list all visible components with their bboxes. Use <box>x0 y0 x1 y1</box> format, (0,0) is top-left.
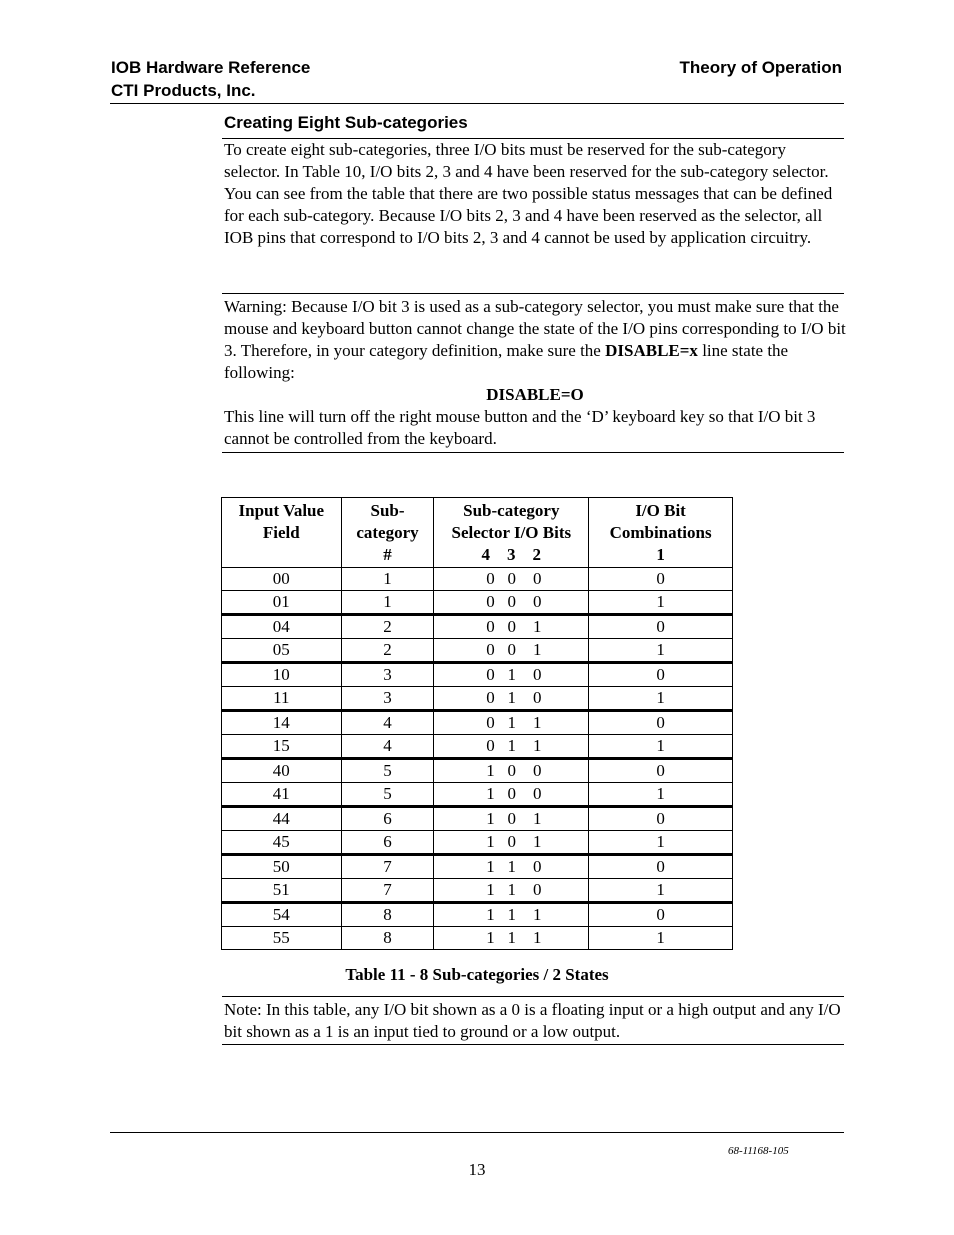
bits-text: 0 1 0 <box>486 688 542 707</box>
cell-input-value: 55 <box>222 927 342 950</box>
cell-selector-bits <box>434 639 589 663</box>
bits-text: 0 0 0 <box>486 592 542 611</box>
bits-text: 0 1 0 <box>486 665 542 684</box>
bits-text: 0 1 1 <box>486 736 542 755</box>
bits-text: 1 1 1 <box>486 928 542 947</box>
cell-combination: 0 <box>589 759 733 783</box>
cell-combination: 1 <box>589 639 733 663</box>
cell-combination: 1 <box>589 783 733 807</box>
table-row <box>222 879 733 903</box>
header-text: # <box>383 545 392 564</box>
warning-text-2: line state the following: <box>224 341 789 382</box>
cell-subcategory: 2 <box>341 615 434 639</box>
cell-subcategory: 8 <box>341 927 434 950</box>
warning-text-1: Warning: Because I/O bit 3 is used as a sub-category selector, you must make sure that the mouse and keyboard button cannot change the state of the I/O pins corresponding to I/O bit 3. Therefore, in your category definition, make sure the <box>224 297 846 360</box>
cell-input-value: 50 <box>222 855 342 879</box>
cell-subcategory: 7 <box>341 855 434 879</box>
bits-text: 1 0 0 <box>486 784 542 803</box>
table-row <box>222 783 733 807</box>
table-row <box>222 711 733 735</box>
cell-subcategory: 3 <box>341 663 434 687</box>
warning-top-divider <box>222 293 844 294</box>
cell-input-value: 51 <box>222 879 342 903</box>
header-divider <box>110 103 844 104</box>
header-company: CTI Products, Inc. <box>111 81 256 100</box>
table-row <box>222 831 733 855</box>
header-input-value-field <box>222 498 342 568</box>
bits-text: 1 1 1 <box>486 905 542 924</box>
warning-code-line: DISABLE=O <box>486 385 584 404</box>
table-row <box>222 687 733 711</box>
cell-selector-bits <box>434 879 589 903</box>
header-text: 4 3 2 <box>481 545 542 564</box>
table-row <box>222 663 733 687</box>
table-header-row <box>222 498 733 568</box>
cell-combination: 0 <box>589 855 733 879</box>
cell-input-value: 04 <box>222 615 342 639</box>
document-number: 68-11168-105 <box>728 1145 789 1157</box>
cell-input-value: 45 <box>222 831 342 855</box>
header-text: category <box>356 523 419 542</box>
header-text: Sub-category <box>463 501 560 520</box>
bits-text: 0 0 1 <box>486 640 542 659</box>
bits-text: 0 1 1 <box>486 713 542 732</box>
note-top-divider <box>222 996 844 997</box>
section-title: Creating Eight Sub-categories <box>224 113 468 132</box>
cell-selector-bits <box>434 711 589 735</box>
cell-combination: 1 <box>589 831 733 855</box>
table-row <box>222 591 733 615</box>
cell-selector-bits <box>434 759 589 783</box>
header-text: Sub- <box>370 501 405 520</box>
subcategory-table <box>221 497 733 950</box>
cell-combination: 0 <box>589 903 733 927</box>
header-text: Combinations <box>609 523 712 542</box>
cell-selector-bits <box>434 663 589 687</box>
cell-input-value: 44 <box>222 807 342 831</box>
page-number: 13 <box>468 1160 486 1179</box>
cell-combination: 0 <box>589 807 733 831</box>
header-bit-combinations <box>589 498 733 568</box>
table-row <box>222 735 733 759</box>
cell-input-value: 01 <box>222 591 342 615</box>
cell-selector-bits <box>434 831 589 855</box>
cell-subcategory: 4 <box>341 711 434 735</box>
cell-selector-bits <box>434 615 589 639</box>
cell-combination: 0 <box>589 568 733 591</box>
cell-subcategory: 1 <box>341 591 434 615</box>
cell-subcategory: 8 <box>341 903 434 927</box>
cell-combination: 1 <box>589 687 733 711</box>
table-row <box>222 759 733 783</box>
cell-subcategory: 4 <box>341 735 434 759</box>
cell-combination: 1 <box>589 591 733 615</box>
cell-subcategory: 5 <box>341 759 434 783</box>
warning-bold-term: DISABLE=x <box>605 341 698 360</box>
bits-text: 1 0 1 <box>486 832 542 851</box>
cell-selector-bits <box>434 903 589 927</box>
cell-selector-bits <box>434 568 589 591</box>
cell-subcategory: 3 <box>341 687 434 711</box>
cell-input-value: 05 <box>222 639 342 663</box>
header-chapter-title: Theory of Operation <box>679 58 842 77</box>
cell-input-value: 14 <box>222 711 342 735</box>
cell-input-value: 40 <box>222 759 342 783</box>
cell-subcategory: 5 <box>341 783 434 807</box>
cell-input-value: 15 <box>222 735 342 759</box>
bits-text: 1 1 0 <box>486 880 542 899</box>
cell-selector-bits <box>434 591 589 615</box>
cell-subcategory: 2 <box>341 639 434 663</box>
table-row <box>222 807 733 831</box>
header-subcategory-number <box>341 498 434 568</box>
cell-combination: 1 <box>589 879 733 903</box>
header-text: Input Value <box>238 501 325 520</box>
bits-text: 0 0 1 <box>486 617 542 636</box>
warning-text-3: This line will turn off the right mouse button and the ‘D’ keyboard key so that I/O bit 3 cannot be controlled from the keyboard. <box>224 407 816 448</box>
cell-subcategory: 7 <box>341 879 434 903</box>
bits-text: 1 0 1 <box>486 809 542 828</box>
cell-selector-bits <box>434 927 589 950</box>
cell-combination: 0 <box>589 615 733 639</box>
table-row <box>222 568 733 591</box>
table-caption: Table 11 - 8 Sub-categories / 2 States <box>345 965 609 984</box>
cell-input-value: 10 <box>222 663 342 687</box>
cell-selector-bits <box>434 735 589 759</box>
header-text: I/O Bit <box>635 501 686 520</box>
cell-combination: 0 <box>589 711 733 735</box>
cell-input-value: 41 <box>222 783 342 807</box>
cell-input-value: 00 <box>222 568 342 591</box>
cell-selector-bits <box>434 807 589 831</box>
table-row <box>222 855 733 879</box>
cell-subcategory: 6 <box>341 807 434 831</box>
cell-selector-bits <box>434 783 589 807</box>
cell-combination: 0 <box>589 663 733 687</box>
bits-text: 1 1 0 <box>486 857 542 876</box>
table-row <box>222 639 733 663</box>
header-manual-title: IOB Hardware Reference <box>111 58 311 77</box>
warning-block <box>224 296 846 450</box>
table-row <box>222 927 733 950</box>
cell-selector-bits <box>434 687 589 711</box>
header-selector-bits <box>434 498 589 568</box>
footer-divider <box>110 1132 844 1133</box>
bits-text: 0 0 0 <box>486 569 542 588</box>
bits-text: 1 0 0 <box>486 761 542 780</box>
table-row <box>222 615 733 639</box>
warning-bottom-divider <box>222 452 844 453</box>
cell-subcategory: 6 <box>341 831 434 855</box>
header-text: Selector I/O Bits <box>451 523 572 542</box>
header-text: 1 <box>656 545 665 564</box>
note-bottom-divider <box>222 1044 844 1045</box>
table-row <box>222 903 733 927</box>
cell-selector-bits <box>434 855 589 879</box>
cell-combination: 1 <box>589 927 733 950</box>
intro-paragraph: To create eight sub-categories, three I/O bits must be reserved for the sub-category selector. In Table 10, I/O bits 2, 3 and 4 have been reserved for the sub-category selector. You can see from the table that there are two possible status messages that can be defined for each sub-category. Because I/O bits 2, 3 and 4 have been reserved as the selector, all IOB pins that correspond to I/O bits 2, 3 and 4 cannot be used by application circuitry. <box>224 140 833 247</box>
note-paragraph: Note: In this table, any I/O bit shown as a 0 is a floating input or a high output and any I/O bit shown as a 1 is an input tied to ground or a low output. <box>224 1000 841 1041</box>
cell-input-value: 54 <box>222 903 342 927</box>
document-header-left <box>111 56 310 102</box>
cell-combination: 1 <box>589 735 733 759</box>
header-text: Field <box>262 523 300 542</box>
cell-input-value: 11 <box>222 687 342 711</box>
cell-subcategory: 1 <box>341 568 434 591</box>
